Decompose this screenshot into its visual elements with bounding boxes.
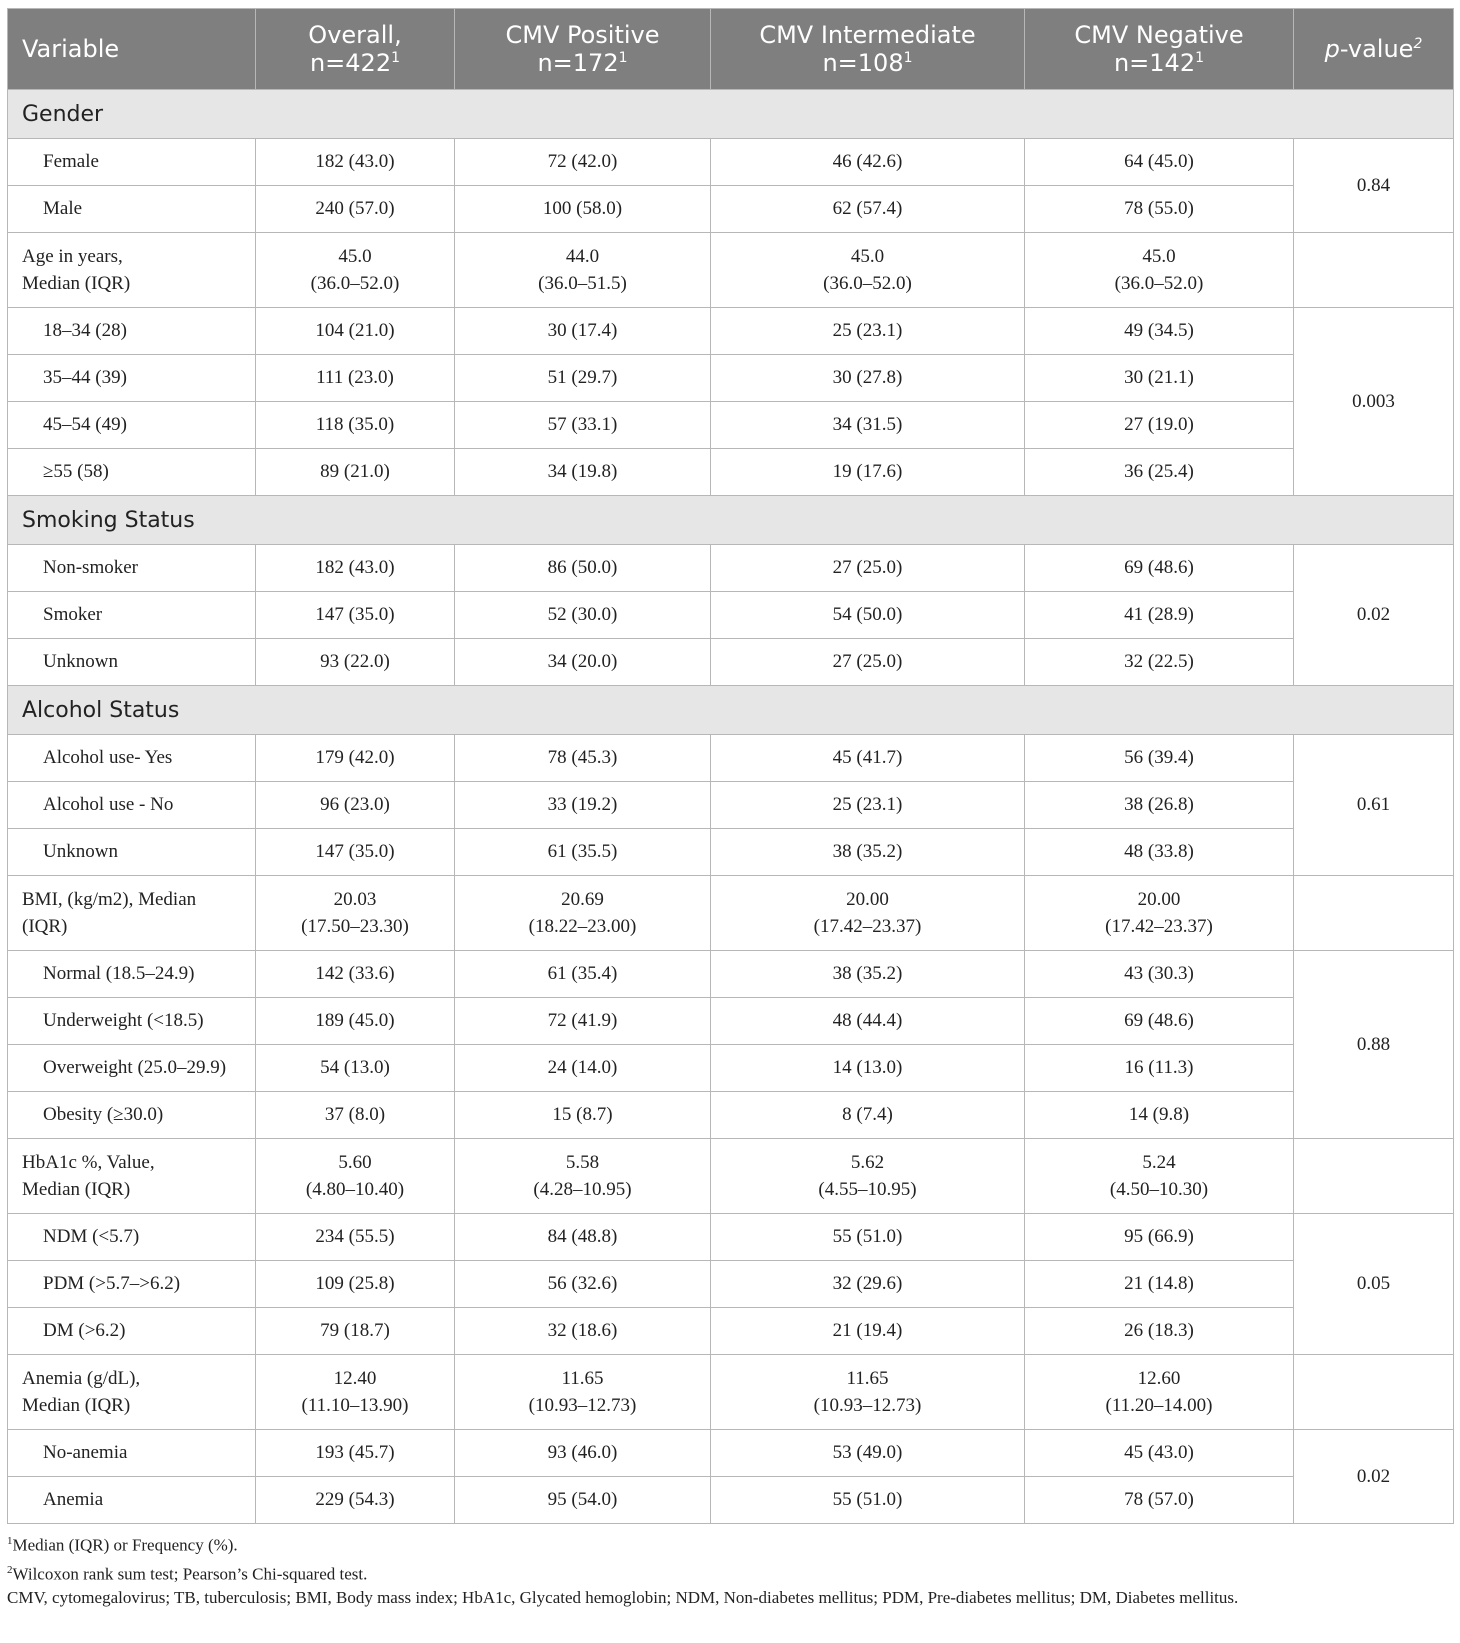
category-label: Female [8,139,256,186]
category-label: ≥55 (58) [8,449,256,496]
cell-overall: 111 (23.0) [256,355,455,402]
cell-cmv-positive: 72 (42.0) [455,139,711,186]
category-label: Male [8,186,256,233]
cell-overall: 179 (42.0) [256,735,455,782]
cell-cmv-positive: 84 (48.8) [455,1214,711,1261]
cell-p-value: 0.05 [1294,1214,1454,1355]
cell-cmv-negative: 27 (19.0) [1025,402,1294,449]
cell-overall: 20.03 (17.50–23.30) [256,876,455,951]
cell-cmv-negative: 78 (55.0) [1025,186,1294,233]
cell-cmv-negative: 32 (22.5) [1025,639,1294,686]
cell-cmv-negative: 14 (9.8) [1025,1092,1294,1139]
header-cmv-positive: CMV Positive $n=172^1$ [455,9,711,90]
category-label: Alcohol use - No [8,782,256,829]
cell-cmv-negative: 45.0 (36.0–52.0) [1025,233,1294,308]
cell-cmv-intermediate: 45.0 (36.0–52.0) [711,233,1025,308]
category-label: 18–34 (28) [8,308,256,355]
category-label: Alcohol use- Yes [8,735,256,782]
cell-cmv-intermediate: 25 (23.1) [711,308,1025,355]
table-row [8,735,1454,782]
cell-cmv-intermediate: 54 (50.0) [711,592,1025,639]
cell-cmv-intermediate: 30 (27.8) [711,355,1025,402]
characteristics-table [7,8,1454,1524]
cell-cmv-negative: 12.60 (11.20–14.00) [1025,1355,1294,1430]
cell-cmv-negative: 49 (34.5) [1025,308,1294,355]
variable-label: Age in years, Median (IQR) [8,233,256,308]
cell-cmv-positive: 52 (30.0) [455,592,711,639]
cell-cmv-intermediate: 62 (57.4) [711,186,1025,233]
cell-overall: 193 (45.7) [256,1430,455,1477]
cell-cmv-intermediate: 38 (35.2) [711,951,1025,998]
cell-cmv-positive: 57 (33.1) [455,402,711,449]
cell-cmv-positive: 44.0 (36.0–51.5) [455,233,711,308]
cell-overall: 147 (35.0) [256,592,455,639]
cell-cmv-positive: 11.65 (10.93–12.73) [455,1355,711,1430]
category-label: DM (>6.2) [8,1308,256,1355]
table-row [8,186,1454,233]
cell-cmv-intermediate: 20.00 (17.42–23.37) [711,876,1025,951]
table-row [8,402,1454,449]
footnote-1: $^1$Median (IQR) or Frequency (%). [7,1535,238,1555]
cell-cmv-intermediate: 46 (42.6) [711,139,1025,186]
cell-cmv-negative: 38 (26.8) [1025,782,1294,829]
cell-cmv-positive: 34 (20.0) [455,639,711,686]
cell-cmv-intermediate: 38 (35.2) [711,829,1025,876]
cell-overall: 118 (35.0) [256,402,455,449]
table-row [8,639,1454,686]
category-label: Unknown [8,829,256,876]
category-label: Unknown [8,639,256,686]
cell-overall: 54 (13.0) [256,1045,455,1092]
cell-cmv-positive: 72 (41.9) [455,998,711,1045]
category-label: 35–44 (39) [8,355,256,402]
cell-overall: 96 (23.0) [256,782,455,829]
cell-p-value: 0.003 [1294,308,1454,496]
cell-overall: 142 (33.6) [256,951,455,998]
cell-cmv-positive: 24 (14.0) [455,1045,711,1092]
table-row [8,998,1454,1045]
category-label: NDM (<5.7) [8,1214,256,1261]
cell-overall: 189 (45.0) [256,998,455,1045]
cell-cmv-positive: 5.58 (4.28–10.95) [455,1139,711,1214]
category-label: No-anemia [8,1430,256,1477]
cell-cmv-positive: 33 (19.2) [455,782,711,829]
cell-cmv-positive: 78 (45.3) [455,735,711,782]
cell-cmv-positive: 56 (32.6) [455,1261,711,1308]
cell-cmv-intermediate: 45 (41.7) [711,735,1025,782]
cell-overall: 79 (18.7) [256,1308,455,1355]
category-label: PDM (>5.7–>6.2) [8,1261,256,1308]
cell-cmv-positive: 61 (35.4) [455,951,711,998]
cell-p-value: 0.02 [1294,545,1454,686]
table-row [8,139,1454,186]
table-row [8,545,1454,592]
cell-overall: 240 (57.0) [256,186,455,233]
cell-overall: 12.40 (11.10–13.90) [256,1355,455,1430]
cell-cmv-negative: 30 (21.1) [1025,355,1294,402]
header-row [8,9,1454,90]
cell-p-value: 0.84 [1294,139,1454,233]
header-overall: Overall, $n=422^1$ [256,9,455,90]
cell-p-value [1294,233,1454,308]
footnote-abbreviations: CMV, cytomegalovirus; TB, tuberculosis; BMI, Body mass index; HbA1c, Glycated hemoglobin; NDM, Non-diabetes mellitus; PDM, Pre-diabetes mellitus; DM, Diabetes mellitus. [7,1588,1239,1608]
cell-overall: 104 (21.0) [256,308,455,355]
cell-overall: 147 (35.0) [256,829,455,876]
table-row [8,782,1454,829]
cell-cmv-intermediate: 8 (7.4) [711,1092,1025,1139]
table-row [8,592,1454,639]
header-variable: Variable [8,9,256,90]
cell-cmv-intermediate: 48 (44.4) [711,998,1025,1045]
cell-cmv-intermediate: 27 (25.0) [711,545,1025,592]
cell-cmv-negative: 69 (48.6) [1025,545,1294,592]
cell-cmv-intermediate: 25 (23.1) [711,782,1025,829]
cell-cmv-positive: 15 (8.7) [455,1092,711,1139]
cell-cmv-negative: 43 (30.3) [1025,951,1294,998]
cell-cmv-intermediate: 5.62 (4.55–10.95) [711,1139,1025,1214]
cell-cmv-positive: 61 (35.5) [455,829,711,876]
table-row [8,876,1454,951]
cell-cmv-positive: 32 (18.6) [455,1308,711,1355]
category-label: Normal (18.5–24.9) [8,951,256,998]
table-row [8,449,1454,496]
cell-cmv-intermediate: 11.65 (10.93–12.73) [711,1355,1025,1430]
cell-p-value [1294,1139,1454,1214]
cell-overall: 5.60 (4.80–10.40) [256,1139,455,1214]
header-p-value: p-value$^2$ [1294,9,1454,90]
table-row [8,1261,1454,1308]
variable-label: HbA1c %, Value, Median (IQR) [8,1139,256,1214]
category-label: Smoker [8,592,256,639]
section-label: Alcohol Status [8,686,1454,735]
table-row [8,1355,1454,1430]
cell-cmv-negative: 64 (45.0) [1025,139,1294,186]
variable-label: Anemia (g/dL), Median (IQR) [8,1355,256,1430]
cell-cmv-intermediate: 53 (49.0) [711,1430,1025,1477]
cell-overall: 234 (55.5) [256,1214,455,1261]
category-label: 45–54 (49) [8,402,256,449]
cell-overall: 45.0 (36.0–52.0) [256,233,455,308]
cell-cmv-intermediate: 32 (29.6) [711,1261,1025,1308]
cell-p-value: 0.02 [1294,1430,1454,1524]
cell-cmv-positive: 20.69 (18.22–23.00) [455,876,711,951]
cell-cmv-intermediate: 27 (25.0) [711,639,1025,686]
category-label: Overweight (25.0–29.9) [8,1045,256,1092]
table-row [8,1045,1454,1092]
cell-cmv-positive: 51 (29.7) [455,355,711,402]
footnotes [7,1529,1453,1610]
table-row [8,1308,1454,1355]
cell-cmv-intermediate: 14 (13.0) [711,1045,1025,1092]
category-label: Anemia [8,1477,256,1524]
table-row [8,829,1454,876]
cell-overall: 109 (25.8) [256,1261,455,1308]
table-row [8,233,1454,308]
category-label: Non-smoker [8,545,256,592]
cell-cmv-positive: 34 (19.8) [455,449,711,496]
cell-overall: 182 (43.0) [256,139,455,186]
cell-cmv-negative: 95 (66.9) [1025,1214,1294,1261]
variable-label: BMI, (kg/m2), Median (IQR) [8,876,256,951]
section-label: Gender [8,90,1454,139]
cell-p-value: 0.88 [1294,951,1454,1139]
cell-cmv-positive: 30 (17.4) [455,308,711,355]
cell-cmv-positive: 100 (58.0) [455,186,711,233]
table-row [8,1214,1454,1261]
section-row [8,90,1454,139]
table-row [8,355,1454,402]
cell-overall: 182 (43.0) [256,545,455,592]
table-body [8,90,1454,1524]
cell-p-value: 0.61 [1294,735,1454,876]
cell-cmv-negative: 45 (43.0) [1025,1430,1294,1477]
cell-cmv-intermediate: 55 (51.0) [711,1477,1025,1524]
cell-cmv-negative: 78 (57.0) [1025,1477,1294,1524]
section-label: Smoking Status [8,496,1454,545]
cell-cmv-negative: 26 (18.3) [1025,1308,1294,1355]
cell-overall: 229 (54.3) [256,1477,455,1524]
cell-cmv-positive: 93 (46.0) [455,1430,711,1477]
table-row [8,1092,1454,1139]
cell-cmv-positive: 86 (50.0) [455,545,711,592]
table-row [8,1139,1454,1214]
cell-cmv-intermediate: 19 (17.6) [711,449,1025,496]
cell-cmv-negative: 56 (39.4) [1025,735,1294,782]
table-row [8,1477,1454,1524]
cell-cmv-negative: 36 (25.4) [1025,449,1294,496]
table-row [8,1430,1454,1477]
cell-cmv-negative: 21 (14.8) [1025,1261,1294,1308]
cell-overall: 89 (21.0) [256,449,455,496]
cell-overall: 93 (22.0) [256,639,455,686]
cell-p-value [1294,876,1454,951]
cell-cmv-negative: 5.24 (4.50–10.30) [1025,1139,1294,1214]
table-header [8,9,1454,90]
cell-cmv-intermediate: 21 (19.4) [711,1308,1025,1355]
cell-cmv-negative: 41 (28.9) [1025,592,1294,639]
cell-p-value [1294,1355,1454,1430]
cell-cmv-negative: 69 (48.6) [1025,998,1294,1045]
section-row [8,496,1454,545]
header-cmv-negative: CMV Negative $n=142^1$ [1025,9,1294,90]
table-row [8,308,1454,355]
cell-cmv-negative: 48 (33.8) [1025,829,1294,876]
footnote-2: $^2$Wilcoxon rank sum test; Pearson’s Chi-squared test. [7,1563,368,1584]
table-container [7,8,1453,1610]
cell-overall: 37 (8.0) [256,1092,455,1139]
category-label: Underweight (<18.5) [8,998,256,1045]
cell-cmv-negative: 20.00 (17.42–23.37) [1025,876,1294,951]
cell-cmv-negative: 16 (11.3) [1025,1045,1294,1092]
cell-cmv-intermediate: 55 (51.0) [711,1214,1025,1261]
cell-cmv-intermediate: 34 (31.5) [711,402,1025,449]
category-label: Obesity (≥30.0) [8,1092,256,1139]
table-row [8,951,1454,998]
cell-cmv-positive: 95 (54.0) [455,1477,711,1524]
header-cmv-intermediate: CMV Intermediate $n=108^1$ [711,9,1025,90]
section-row [8,686,1454,735]
